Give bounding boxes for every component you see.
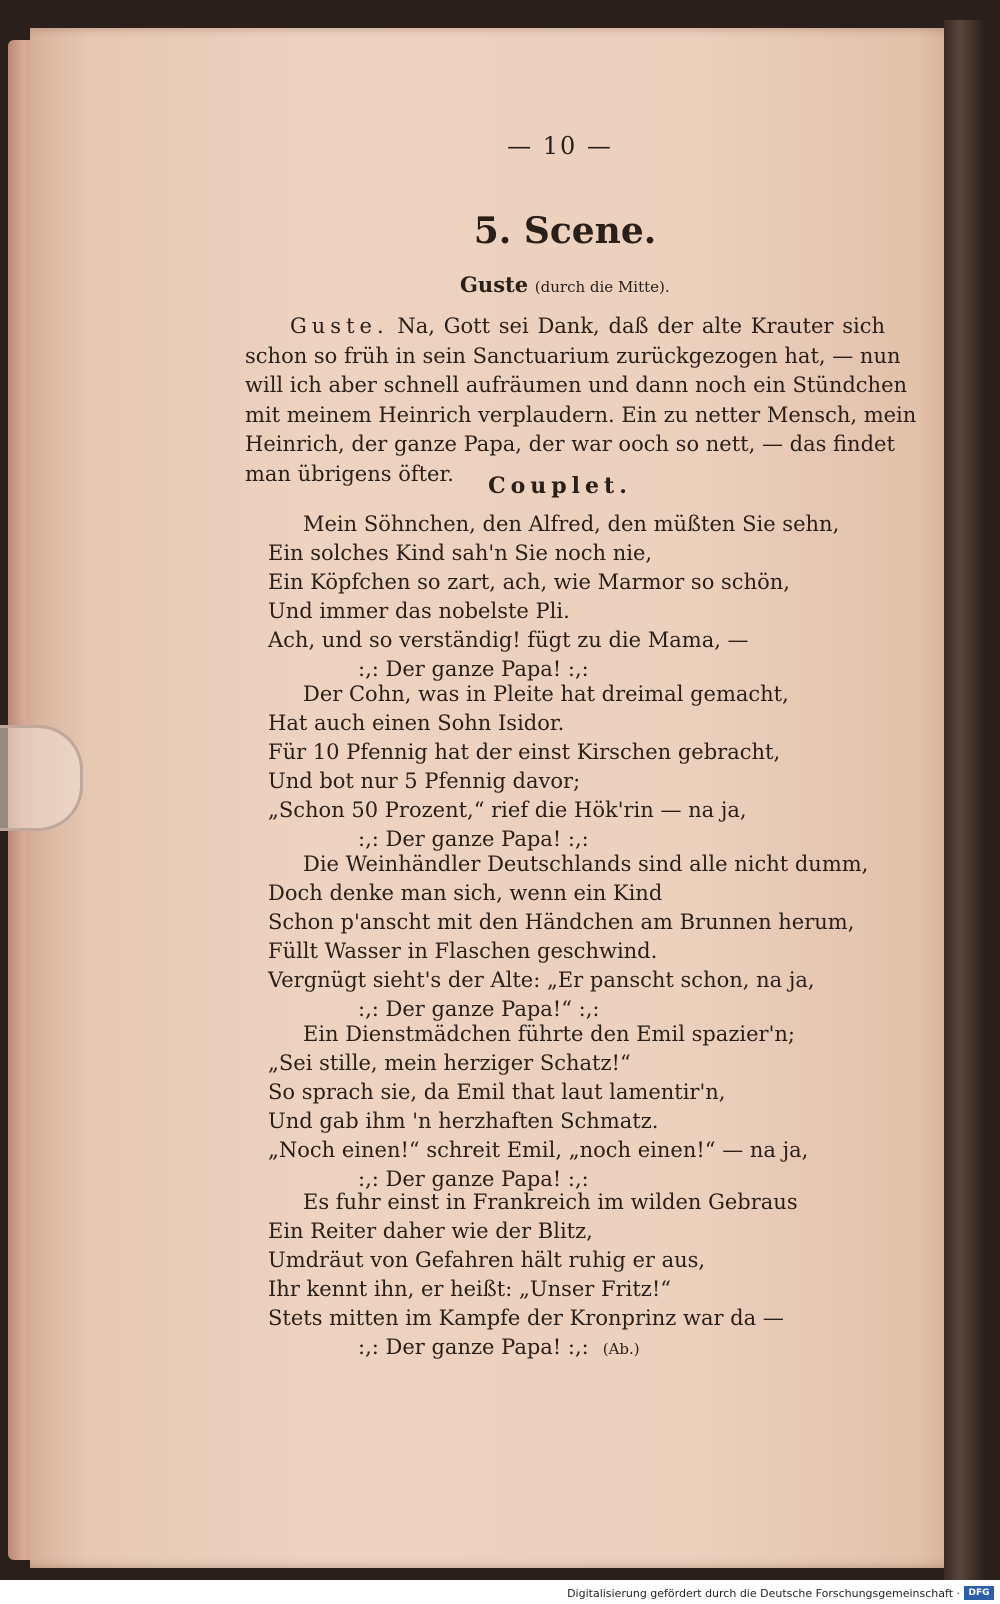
dfg-logo-icon: DFG	[964, 1586, 994, 1600]
verse-line: Ach, und so verständig! fügt zu die Mama, —	[268, 628, 749, 652]
verse-line: Und gab ihm 'n herzhaften Schmatz.	[268, 1109, 659, 1133]
verse-line: Stets mitten im Kampfe der Kronprinz war da —	[268, 1306, 784, 1330]
stanza-4	[268, 1020, 808, 1194]
verse-line: Doch denke man sich, wenn ein Kind	[268, 881, 663, 905]
verse-line: Und bot nur 5 Pfennig davor;	[268, 769, 581, 793]
refrain-line	[268, 1333, 798, 1364]
verse-line: Schon p'anscht mit den Händchen am Brunnen herum,	[268, 910, 855, 934]
prose-text: Na, Gott sei Dank, daß der alte Krauter sich	[397, 314, 885, 338]
verse-line: Ein solches Kind sah'n Sie noch nie,	[268, 541, 653, 565]
footer-bar	[0, 1582, 1000, 1604]
refrain-line: :,: Der ganze Papa! :,:	[358, 657, 589, 681]
refrain-line: :,: Der ganze Papa! :,:	[358, 1167, 589, 1191]
verse-line: Und immer das nobelste Pli.	[268, 599, 570, 623]
stanza-1	[268, 510, 839, 684]
prose-line: Heinrich, der ganze Papa, der war ooch so nett, — das findet	[245, 432, 895, 456]
verse-line: „Schon 50 Prozent,“ rief die Hök'rin — na ja,	[268, 798, 747, 822]
entrance-name: Guste	[460, 272, 529, 297]
prose-line: will ich aber schnell aufräumen und dann noch ein Stündchen	[245, 373, 908, 397]
prose-line: schon so früh in sein Sanctuarium zurückgezogen hat, — nun	[245, 343, 901, 368]
verse-line: Ihr kennt ihn, er heißt: „Unser Fritz!“	[268, 1277, 672, 1301]
verse-line: Es fuhr einst in Frankreich im wilden Gebraus	[303, 1190, 798, 1214]
verse-line: Die Weinhändler Deutschlands sind alle nicht dumm,	[303, 852, 869, 876]
funding-credit: Digitalisierung gefördert durch die Deutsche Forschungsgemeinschaft ·	[567, 1587, 960, 1600]
page-number: — 10 —	[507, 132, 613, 160]
prose-line	[245, 312, 885, 342]
entrance-direction: (durch die Mitte).	[534, 278, 670, 296]
verse-line: So sprach sie, da Emil that laut lamentir'n,	[268, 1080, 726, 1104]
speaker-name: Guste.	[290, 314, 389, 338]
prose-paragraph	[245, 312, 917, 489]
verse-line: Ein Dienstmädchen führte den Emil spazier'n;	[303, 1022, 795, 1046]
stanza-2	[268, 680, 789, 854]
verse-line: „Sei stille, mein herziger Schatz!“	[268, 1051, 631, 1075]
stage-entrance	[460, 272, 670, 297]
refrain-line: :,: Der ganze Papa! :,:	[358, 827, 589, 851]
verse-line: Umdräut von Gefahren hält ruhig er aus,	[268, 1248, 706, 1272]
prose-line: man übrigens öfter.	[245, 461, 454, 486]
scene-title: 5. Scene.	[473, 210, 657, 252]
refrain-text: :,: Der ganze Papa! :,:	[358, 1335, 589, 1359]
verse-line: Mein Söhnchen, den Alfred, den müßten Sie sehn,	[303, 512, 840, 536]
verse-line: Für 10 Pfennig hat der einst Kirschen gebracht,	[268, 740, 781, 764]
couplet-heading: Couplet.	[488, 473, 632, 499]
stanza-5	[268, 1188, 798, 1364]
verse-line: Ein Köpfchen so zart, ach, wie Marmor so schön,	[268, 570, 790, 594]
refrain-line: :,: Der ganze Papa!“ :,:	[358, 997, 600, 1021]
stanza-3	[268, 850, 868, 1024]
verse-line: Füllt Wasser in Flaschen geschwind.	[268, 939, 658, 963]
prose-line: mit meinem Heinrich verplaudern. Ein zu netter Mensch, mein	[245, 402, 917, 427]
verse-line: Der Cohn, was in Pleite hat dreimal gemacht,	[303, 682, 789, 706]
stage-exit: (Ab.)	[602, 1340, 640, 1358]
verse-line: Vergnügt sieht's der Alte: „Er panscht schon, na ja,	[268, 968, 815, 992]
verse-line: „Noch einen!“ schreit Emil, „noch einen!“ — na ja,	[268, 1138, 809, 1162]
verse-line: Hat auch einen Sohn Isidor.	[268, 711, 565, 735]
verse-line: Ein Reiter daher wie der Blitz,	[268, 1219, 593, 1243]
